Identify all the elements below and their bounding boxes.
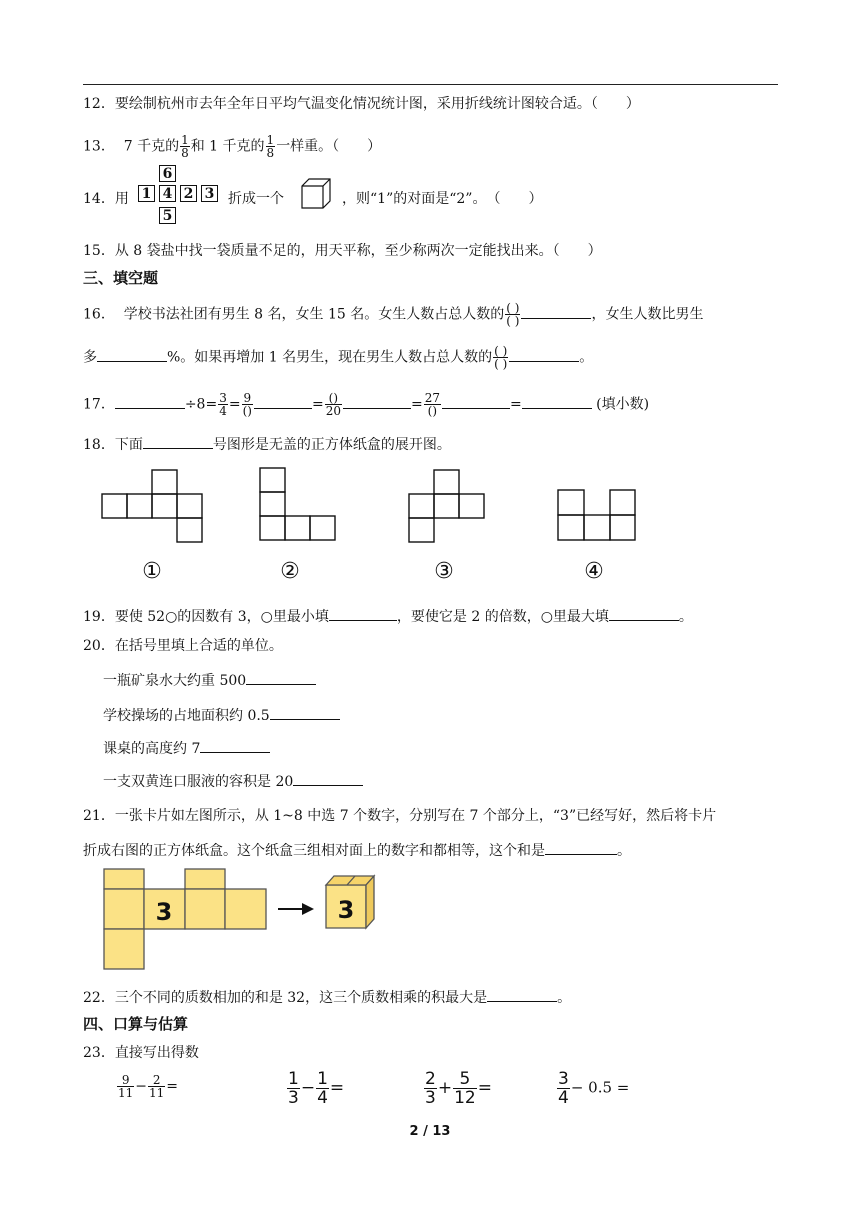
question-22: 22．三个不同的质数相加的和是 32，这三个质数相乘的积最大是 。 bbox=[83, 987, 571, 1008]
net-label-3: ③ bbox=[434, 559, 454, 584]
net-cell: 3 bbox=[201, 185, 218, 202]
question-19: 19．要使 52○的因数有 3，○里最小填 ，要使它是 2 的倍数，○里最大填 。 bbox=[83, 606, 693, 627]
fraction: $\frac{27}{()}$ bbox=[424, 391, 440, 418]
question-21-cont: 折成右图的正方体纸盒。这个纸盒三组相对面上的数字和都相等，这个和是 。 bbox=[83, 840, 631, 861]
question-number: 15． bbox=[83, 243, 115, 259]
question-text: 要绘制杭州市去年全年日平均气温变化情况统计图，采用折线统计图较合适。（ ） bbox=[114, 96, 640, 112]
question-number: 13． bbox=[83, 138, 115, 155]
question-14-text: 折成一个 bbox=[228, 191, 284, 207]
question-number: 18． bbox=[83, 437, 115, 453]
fraction: $\frac{( )}{( )}$ bbox=[494, 344, 508, 371]
fraction: $\frac{9}{11}$ bbox=[118, 1073, 134, 1100]
question-number: 23． bbox=[83, 1045, 115, 1061]
question-number: 17． bbox=[83, 396, 115, 413]
answer-blank[interactable] bbox=[487, 987, 557, 1002]
question-18: 18．下面 号图形是无盖的正方体纸盒的展开图。 bbox=[83, 434, 451, 455]
question-20: 20．在括号里填上合适的单位。 bbox=[83, 638, 283, 654]
mental-calc-2: $\frac{1}{3}$ − $\frac{1}{4}$ = bbox=[288, 1069, 345, 1108]
question-number: 14． bbox=[83, 191, 115, 207]
cube-box bbox=[326, 876, 374, 928]
unit-item: 一支双黄连口服液的容积是 20 bbox=[103, 771, 363, 792]
fraction: $\frac{1}{8}$ bbox=[266, 133, 275, 160]
question-number: 12． bbox=[83, 96, 115, 112]
fraction: $\frac{3}{4}$ bbox=[219, 391, 227, 418]
net-cell: 4 bbox=[159, 185, 176, 202]
fraction: $\frac{1}{3}$ bbox=[288, 1069, 299, 1108]
arrow-icon bbox=[278, 903, 314, 915]
question-16-cont: 多 %。如果再增加 1 名男生，现在男生人数占总人数的 $\frac{( )}{( )}$ 。 bbox=[83, 344, 594, 371]
question-text: 一样重。（ ） bbox=[276, 138, 382, 155]
net-cell: 2 bbox=[180, 185, 197, 202]
question-14-text: ，则“1”的对面是“2”。 （ ） bbox=[342, 191, 543, 207]
net-cell: 1 bbox=[138, 185, 155, 202]
net-label-4: ④ bbox=[584, 559, 604, 584]
question-text: 从 8 袋盐中找一袋质量不足的，用天平称，至少称两次一定能找出来。（ ） bbox=[114, 243, 602, 259]
mental-calc-4: $\frac{3}{4}$ − 0.5 = bbox=[558, 1069, 630, 1108]
svg-text:3: 3 bbox=[337, 896, 355, 924]
fraction: $\frac{5}{12}$ bbox=[454, 1069, 476, 1108]
fraction: $\frac{( )}{( )}$ bbox=[506, 301, 520, 328]
section-heading: 四、口算与估算 bbox=[83, 1015, 189, 1033]
fraction: $\frac{2}{3}$ bbox=[425, 1069, 436, 1108]
net-cell: 6 bbox=[159, 165, 176, 182]
fraction: $\frac{()}{20}$ bbox=[325, 391, 341, 418]
question-16: 16． 学校书法社团有男生 8 名，女生 15 名。女生人数占总人数的 $\frac{( )}{( )}$ ，女生人数比男生 bbox=[83, 301, 704, 328]
question-17: 17． ÷8= $\frac{3}{4}$ = $\frac{9}{()}$ = $\frac{()}{20}$ = $\frac{27}{()}$ = (填小数) bbox=[83, 391, 650, 418]
net-label-2: ② bbox=[280, 559, 300, 584]
mental-calc-3: $\frac{2}{3}$ + $\frac{5}{12}$ = bbox=[425, 1069, 492, 1108]
question-21: 21．一张卡片如左图所示，从 1~8 中选 7 个数字，分别写在 7 个部分上，“3”已经写好，然后将卡片 bbox=[83, 808, 717, 824]
question-text: 用 bbox=[114, 191, 129, 207]
question-number: 22． bbox=[83, 990, 115, 1006]
question-number: 21． bbox=[83, 808, 115, 824]
unit-item: 一瓶矿泉水大约重 500 bbox=[103, 670, 316, 691]
mental-calc-1: $\frac{9}{11}$ − $\frac{2}{11}$ = bbox=[118, 1073, 179, 1100]
unit-item: 学校操场的占地面积约 0.5 bbox=[103, 705, 340, 726]
fraction: $\frac{9}{()}$ bbox=[242, 391, 252, 418]
question-23: 23．直接写出得数 bbox=[83, 1045, 199, 1061]
fraction: $\frac{3}{4}$ bbox=[558, 1069, 569, 1108]
fraction: $\frac{2}{11}$ bbox=[149, 1073, 165, 1100]
fraction: $\frac{1}{8}$ bbox=[181, 133, 189, 160]
question-text: 和 1 千克的 bbox=[190, 138, 265, 155]
question-number: 16． bbox=[83, 306, 115, 323]
unit-item: 课桌的高度约 7 bbox=[103, 738, 270, 759]
net-cell: 5 bbox=[159, 207, 176, 224]
section-heading: 三、填空题 bbox=[83, 269, 159, 287]
question-number: 20． bbox=[83, 638, 115, 654]
question-text: 7 千克的 bbox=[123, 138, 180, 155]
question-number: 19． bbox=[83, 609, 115, 625]
fraction: $\frac{1}{4}$ bbox=[317, 1069, 328, 1108]
net-label-1: ① bbox=[142, 559, 162, 584]
card-digit: 3 bbox=[155, 898, 173, 926]
page-number: 2 / 13 bbox=[409, 1124, 451, 1139]
